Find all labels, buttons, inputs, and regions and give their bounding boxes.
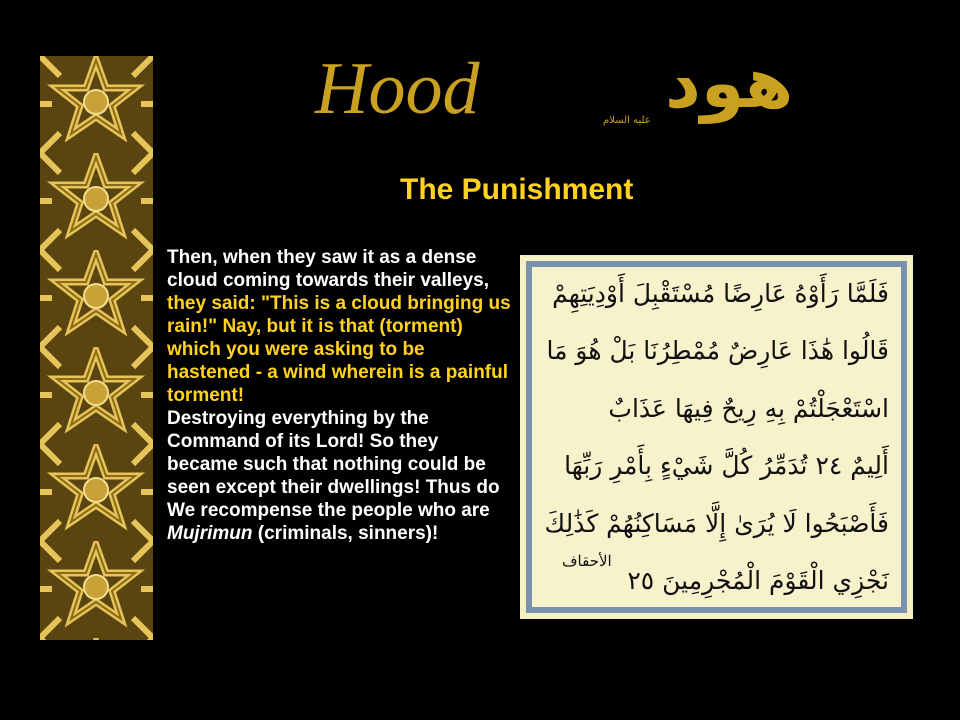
quran-line: فَأَصْبَحُوا لَا يُرَىٰ إِلَّا مَسَاكِنُهُمْ كَذَٰلِكَ (544, 508, 889, 538)
title-arabic: هود (665, 42, 794, 124)
title-english: Hood (315, 48, 480, 130)
geometric-pattern-icon (40, 56, 153, 640)
verse-italic-term: Mujrimun (167, 523, 253, 544)
verse-part-white-2: Destroying everything by the Command of its Lord! So they became such that nothing could be seen except their dwellings! Thus do We recompense the people who are (167, 408, 500, 521)
page-subtitle: The Punishment (400, 173, 634, 206)
verse-part-yellow: they said: "This is a cloud bringing us rain!" Nay, but it is that (torment) which you were asking to be hastened - a wind wherein is a painful torment! (167, 293, 511, 406)
ornamental-sidebar (40, 56, 153, 640)
quran-line: قَالُوا هَٰذَا عَارِضٌ مُمْطِرُنَا بَلْ هُوَ مَا (546, 336, 889, 366)
quran-line: أَلِيمٌ ٢٤ تُدَمِّرُ كُلَّ شَيْءٍ بِأَمْرِ رَبِّهَا (564, 451, 889, 481)
quran-text (544, 279, 889, 595)
quran-line: اسْتَعْجَلْتُمْ بِهِ رِيحٌ فِيهَا عَذَابٌ (608, 393, 889, 423)
verse-translation (167, 246, 512, 545)
title-arabic-honorific: عليه السلام (603, 115, 651, 126)
surah-reference: الأحقاف (562, 553, 612, 570)
quran-line: فَلَمَّا رَأَوْهُ عَارِضًا مُسْتَقْبِلَ أَوْدِيَتِهِمْ (552, 279, 889, 308)
verse-part-white: Then, when they saw it as a dense cloud coming towards their valleys, (167, 247, 490, 291)
verse-part-white-3: (criminals, sinners)! (252, 523, 439, 544)
quran-line: نَجْزِي الْقَوْمَ الْمُجْرِمِينَ ٢٥ (627, 565, 889, 595)
